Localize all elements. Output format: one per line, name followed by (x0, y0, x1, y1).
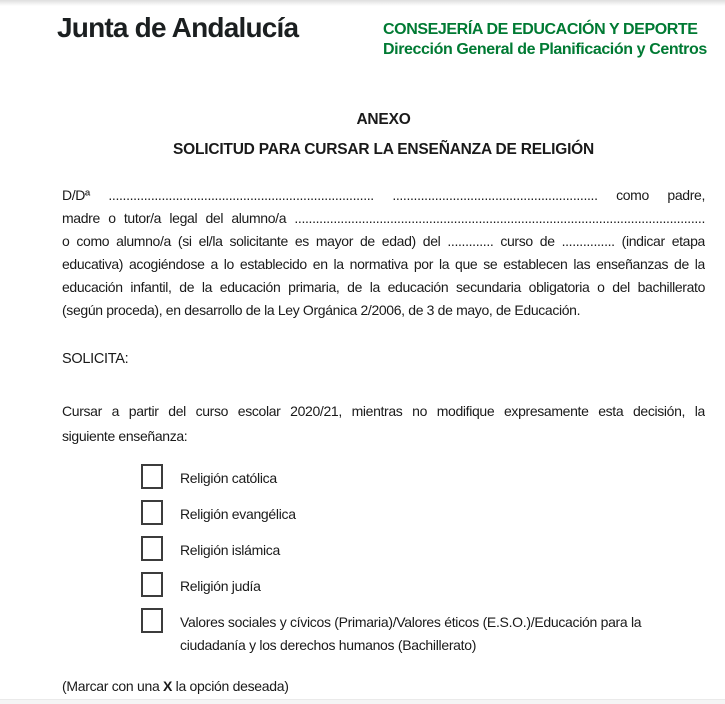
request-line: Cursar a partir del curso escolar 2020/21, mientras no modifique expresamente esta decisión, la (62, 403, 705, 419)
option-label: Religión católica (180, 470, 277, 486)
option-label: Religión islámica (180, 542, 280, 558)
form-text-line: D/Dª ........................................................................... .......................................................... como padre, (62, 187, 705, 203)
marking-instruction-note (62, 678, 289, 694)
title-solicitud: SOLICITUD PARA CURSAR LA ENSEÑANZA DE RELIGIÓN (172, 141, 595, 158)
department-header (383, 20, 707, 59)
checkbox-religion-judia[interactable] (141, 572, 163, 597)
form-text-line: educación infantil, de la educación primaria, de la educación secundaria obligatoria o del bachillerato (62, 279, 705, 295)
religion-options-list (141, 464, 661, 667)
note-bold-x: X (163, 678, 173, 694)
request-paragraph (62, 399, 705, 449)
department-name: CONSEJERÍA DE EDUCACIÓN Y DEPORTE (383, 21, 698, 38)
option-label: Religión evangélica (180, 506, 296, 522)
option-row-religion-catolica (141, 464, 661, 490)
form-text-line: educativa) acogiéndose a lo establecido en la normativa por la que se establecen las enseñanzas de la (62, 256, 705, 272)
page-top-shadow (0, 0, 725, 6)
option-row-valores (141, 608, 661, 657)
subdepartment-name: Dirección General de Planificación y Centros (383, 40, 707, 58)
option-row-religion-evangelica (141, 500, 661, 526)
form-text-line: (según proceda), en desarrollo de la Ley Orgánica 2/2006, de 3 de mayo, de Educación. (62, 302, 581, 318)
title-anexo: ANEXO (356, 111, 411, 128)
option-row-religion-islamica (141, 536, 661, 562)
option-label: Valores sociales y cívicos (Primaria)/Valores éticos (E.S.O.)/Educación para la ciudadanía y los derechos humanos (Bachillerato) (180, 614, 642, 653)
note-suffix: la opción deseada) (172, 678, 289, 694)
document-title (62, 111, 705, 159)
checkbox-religion-catolica[interactable] (141, 464, 163, 489)
form-text-line: madre o tutor/a legal del alumno/a .................................................................................................................... (62, 210, 705, 226)
option-row-religion-judia (141, 572, 661, 598)
solicita-label: SOLICITA: (62, 351, 129, 367)
checkbox-religion-evangelica[interactable] (141, 500, 163, 525)
page-bottom-edge (0, 699, 725, 704)
request-line: siguiente enseñanza: (62, 428, 188, 444)
checkbox-religion-islamica[interactable] (141, 536, 163, 561)
checkbox-valores[interactable] (141, 608, 163, 633)
note-prefix: (Marcar con una (62, 678, 164, 694)
option-label: Religión judía (180, 578, 261, 594)
junta-andalucia-logo: Junta de Andalucía (57, 12, 299, 43)
applicant-paragraph (62, 184, 705, 322)
form-text-line: o como alumno/a (si el/la solicitante es mayor de edad) del ............. curso de ............... (indicar etapa (62, 233, 705, 249)
